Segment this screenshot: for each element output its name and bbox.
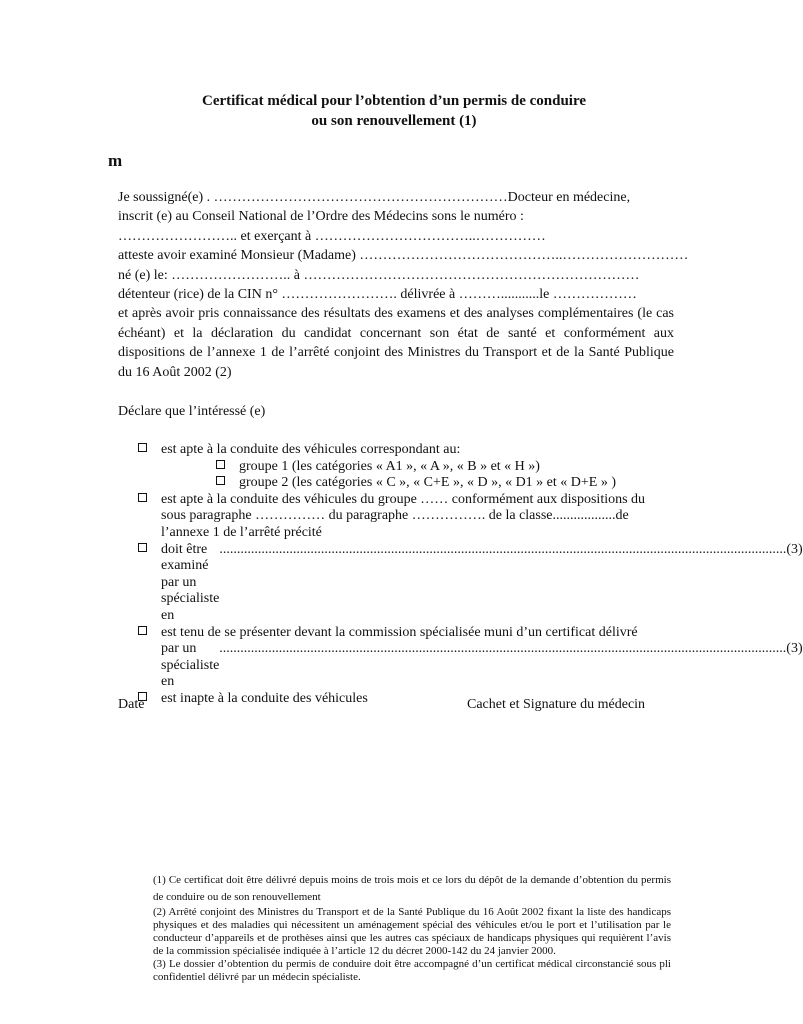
option-label: doit être examiné par un spécialiste en [161,541,220,623]
declaration-heading: Déclare que l’intéressé (e) [118,404,266,419]
leader-dots: .................................................................................................................................................................. [219,641,787,657]
option-label: par un spécialiste en [161,641,220,690]
checkbox[interactable] [216,476,225,485]
signature-label: Cachet et Signature du médecin [467,697,646,712]
checkbox[interactable] [138,493,147,502]
declaration-options [138,442,803,708]
footnote-3: (3) Le dossier d’obtention du permis de conduire doit être accompagné d’un certificat médical circonstancié sous pli confidentiel délivré par un médecin spécialiste. [153,958,671,983]
option-fit-group-conditions [138,492,678,509]
option-label: groupe 1 (les catégories « A1 », « A », « B » et « H ») [239,458,540,474]
leader-dots: .................................................................................................................................................................. [219,541,787,557]
checkbox[interactable] [138,626,147,635]
option-commission [138,625,678,642]
option-label: est apte à la conduite des véhicules du groupe …… conformément aux dispositions du [161,491,646,507]
attestation-line-practice-location: …………………….. et exerçant à ……………………………..…………… [118,228,546,244]
attestation-line-birth: né (e) le: …………………….. à ……………………………………………………………… [118,267,640,283]
option-label: est inapte à la conduite des véhicules [161,690,368,706]
option-label: groupe 2 (les catégories « C », « C+E », « D », « D1 » et « D+E » ) [239,475,617,491]
option-continuation: l’annexe 1 de l’arrêté précité [161,524,322,540]
attestation-line-signatory: Je soussigné(e) . ………………………………………………………Docteur en médecine, [118,190,631,205]
option-label: est tenu de se présenter devant la commission spécialisée muni d’un certificat délivré [161,624,638,640]
attestation-block [118,188,689,382]
attestation-line-patient-name: atteste avoir examiné Monsieur (Madame) ……………………………………..……………………… [118,248,689,264]
footnote-ref: (3) [786,541,803,557]
option-continuation: sous paragraphe …………… du paragraphe ……………. de la classe..................de [161,508,629,524]
date-label: Date [118,697,145,712]
checkbox[interactable] [138,543,147,552]
attestation-line-registration: inscrit (e) au Conseil National de l’Ordre des Médecins sons le numéro : [118,209,524,225]
certificate-title-line-1: Certificat médical pour l’obtention d’un permis de conduire [201,93,587,109]
footnote-ref: (3) [786,641,803,657]
option-group-2 [138,475,678,492]
checkbox[interactable] [138,443,147,452]
certificate-title-line-2: ou son renouvellement (1) [311,113,477,129]
option-group-1 [138,459,678,476]
option-specialist-exam [138,541,803,625]
footnotes [153,872,671,984]
option-label: est apte à la conduite des véhicules correspondant au: [161,442,461,457]
footnote-2: (2) Arrêté conjoint des Ministres du Transport et de la Santé Publique du 16 Août 2002 fixant la liste des handicaps physiques et des maladies qui nécessitent un aménagement spécial des véhicules et/ou le port et l’utilisation par le conducteur d’appareils et de prothèses ainsi que les autres cas spéciaux de handicaps physiques qui requièrent l’avis de la commission spécialisée indiquée à l’article 12 du décret 2000-142 du 24 janvier 2000. [153,906,671,957]
attestation-paragraph: et après avoir pris connaissance des résultats des examens et des analyses complémentaires (le cas échéant) et la déclaration du candidat concernant son état de santé et conformément aux dispositions de l’annexe 1 de l’arrêté conjoint des Ministres du Transport et de la Santé Publique du 16 Août 2002 (2) [118,306,674,380]
option-fit-listed-categories [138,442,678,459]
checkbox[interactable] [216,460,225,469]
footnote-1: (1) Ce certificat doit être délivré depuis moins de trois mois et ce lors du dépôt de la demande d’obtention du permis de conduire ou de son renouvellement [153,874,671,903]
attestation-line-id-card: détenteur (rice) de la CIN n° ……………………. délivrée à ………...........le ……………… [118,287,637,303]
option-continuation [138,641,803,691]
header-mark: m [108,151,123,170]
